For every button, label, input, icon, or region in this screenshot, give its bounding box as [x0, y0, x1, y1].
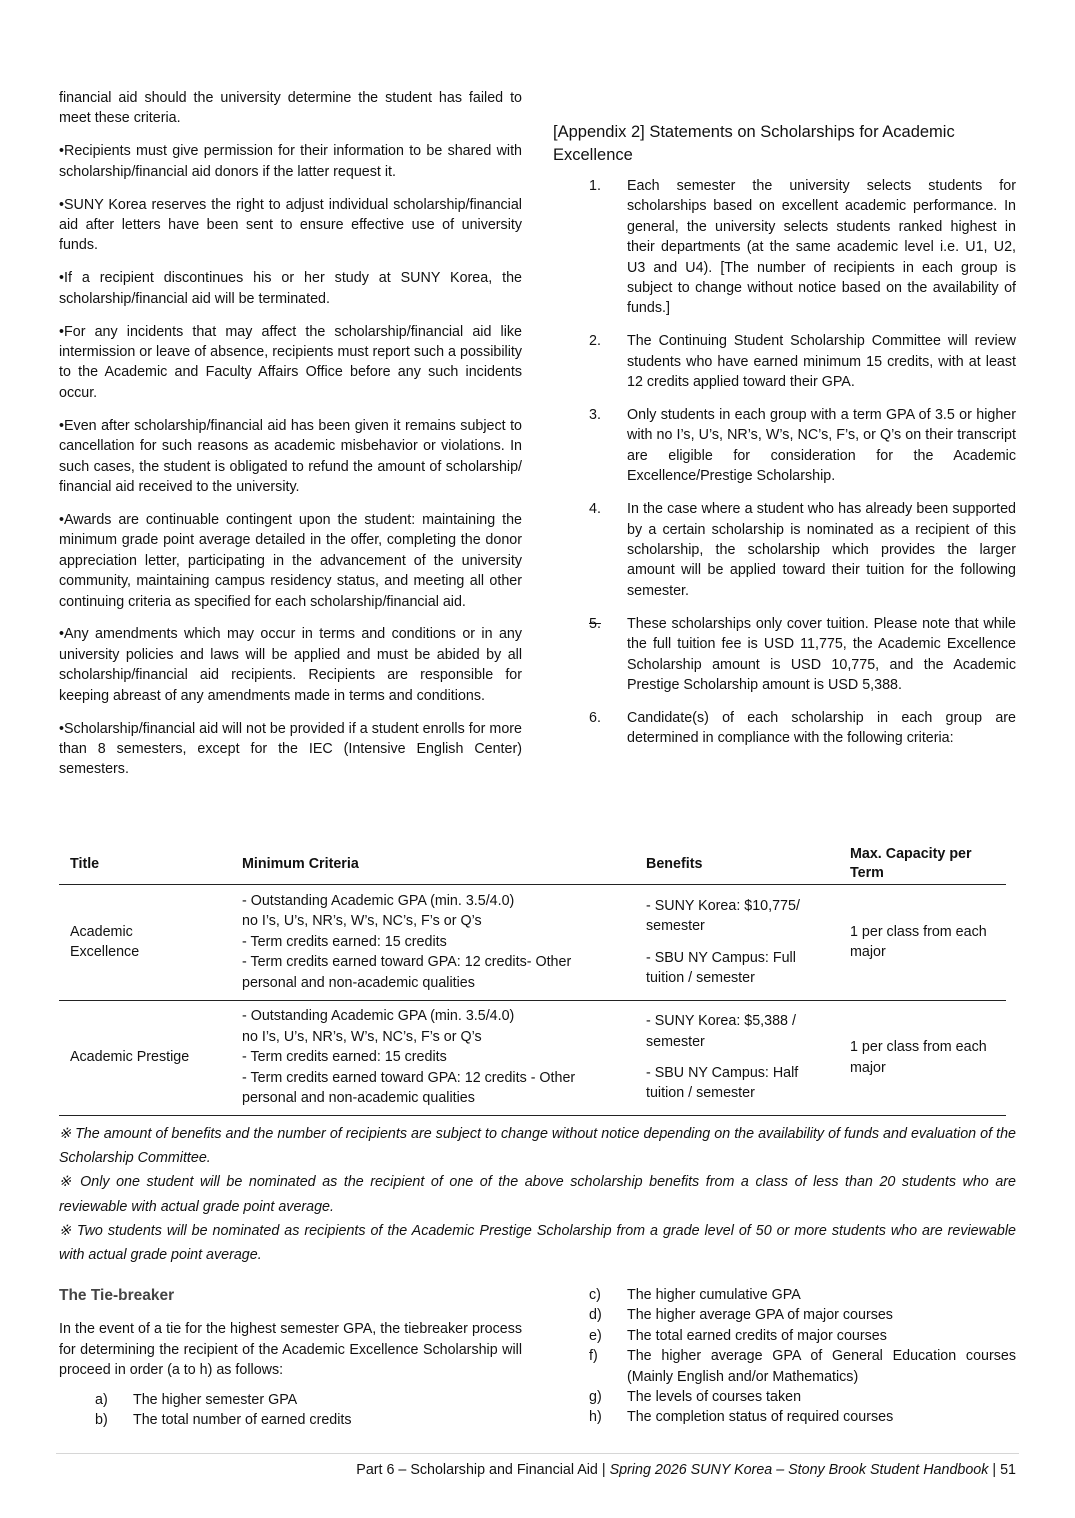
column-header-benefits: Benefits	[646, 855, 703, 872]
bullet-paragraph: •Any amendments which may occur in terms and conditions or in any university policies and laws will be applied and must be abided by all scholarship/financial aid recipients. Recipients are responsible for keeping abreast of any amendments made in terms and conditions.	[59, 626, 522, 704]
footer-divider	[56, 1453, 1019, 1454]
tiebreaker-item	[553, 1387, 1016, 1407]
appendix-item	[553, 614, 1016, 696]
bullet-paragraph: •Even after scholarship/financial aid has been given it remains subject to cancellation for such reasons as academic misbehavior or violations. In such cases, the student is obligated to refund the amount of scholarship/ financial aid received to the university.	[59, 417, 522, 495]
item-label: e)	[589, 1327, 602, 1344]
appendix-section	[553, 121, 1016, 761]
footer-handbook-title: Spring 2026 SUNY Korea – Stony Brook Student Handbook	[609, 1462, 989, 1478]
item-number: 2.	[589, 333, 601, 350]
criteria-line: - Term credits earned toward GPA: 12 credits- Other personal and non-academic qualities	[242, 954, 572, 991]
tiebreaker-list-left	[59, 1390, 522, 1431]
bullet-paragraph: •SUNY Korea reserves the right to adjust individual scholarship/financial aid after letters have been sent to ensure effective use of university funds.	[59, 196, 522, 254]
item-label: g)	[589, 1389, 602, 1406]
paragraph: financial aid should the university determine the student has failed to meet these criteria.	[59, 90, 522, 127]
bullet-paragraph: •For any incidents that may affect the scholarship/financial aid like intermission or leave of absence, recipients must report such a possibility to the Academic and Faculty Affairs Office before any such incidents occur.	[59, 323, 522, 401]
tiebreaker-item	[553, 1326, 1016, 1346]
item-text: The total earned credits of major courses	[627, 1327, 887, 1344]
item-label: d)	[589, 1307, 602, 1324]
tiebreaker-item	[553, 1407, 1016, 1427]
appendix-list	[553, 176, 1016, 749]
appendix-item	[553, 331, 1016, 392]
item-text: The higher average GPA of major courses	[627, 1307, 893, 1324]
appendix-item	[553, 405, 1016, 487]
item-text: The Continuing Student Scholarship Committee will review students who have earned minimum 15 credits, with at least 12 credits applied toward their GPA.	[627, 333, 1016, 391]
criteria-line: no I’s, U’s, NR’s, W’s, NC’s, F’s or Q’s	[242, 1028, 482, 1045]
tiebreaker-intro: In the event of a tie for the highest semester GPA, the tiebreaker process for determining the recipient of the Academic Excellence Scholarship will proceed in order (a to h) as follows:	[59, 1321, 522, 1379]
tiebreaker-item	[553, 1305, 1016, 1325]
tiebreaker-list-right-wrap	[553, 1285, 1016, 1428]
column-header-capacity: Max. Capacity per Term	[850, 846, 972, 881]
item-number: 1.	[589, 178, 601, 194]
item-text: The completion status of required courses	[627, 1409, 894, 1426]
bullet-paragraph: •If a recipient discontinues his or her study at SUNY Korea, the scholarship/financial aid will be terminated.	[59, 270, 522, 307]
item-text: These scholarships only cover tuition. Please note that while the full tuition fee is USD 11,775, the Academic Excellence Scholarship amount is USD 10,775, and the Academic Prestige Scholarship amount is USD 5,388.	[627, 615, 1016, 693]
tiebreaker-heading: The Tie-breaker	[59, 1287, 175, 1304]
table-notes	[59, 1122, 1016, 1267]
item-label: h)	[589, 1409, 602, 1426]
benefit-line: - SUNY Korea: $5,388 / semester	[646, 1013, 796, 1050]
page-number: 51	[1000, 1462, 1016, 1478]
benefit-line: - SUNY Korea: $10,775/ semester	[646, 897, 800, 935]
criteria-cell	[223, 885, 630, 1001]
bullet-paragraph: •Recipients must give permission for their information to be shared with scholarship/financial aid donors if the latter request it.	[59, 143, 522, 180]
column-header-criteria: Minimum Criteria	[242, 855, 359, 872]
bullet-paragraph: •Awards are continuable contingent upon the student: maintaining the minimum grade point average detailed in the offer, completing the donor appreciation letter, participating in the advancement of the university community, maintaining campus residency status, and meeting all other continuing criteria as specified for each scholarship/financial aid.	[59, 511, 522, 610]
item-text: The higher cumulative GPA	[627, 1287, 801, 1303]
item-number: 4.	[589, 501, 601, 518]
item-text: The higher semester GPA	[133, 1391, 298, 1408]
footer-section: Part 6 – Scholarship and Financial Aid	[356, 1462, 598, 1478]
appendix-item	[553, 708, 1016, 749]
tiebreaker-list-right	[553, 1285, 1016, 1428]
item-text: Each semester the university selects students for scholarships based on excellent academic performance. In general, the university selects students ranked highest in their departments (at the same academic level i.e. U1, U2, U3 and U4). [The number of recipients in each group is subject to change without notice based on the availability of funds.]	[627, 178, 1016, 317]
item-label: c)	[589, 1287, 601, 1303]
footer-separator: |	[597, 1462, 610, 1478]
item-label: f)	[589, 1348, 598, 1365]
criteria-line: no I’s, U’s, NR’s, W’s, NC’s, F’s or Q’s	[242, 913, 482, 930]
footer-separator: |	[988, 1462, 1001, 1478]
item-label: b)	[95, 1412, 108, 1429]
tiebreaker-item	[553, 1285, 1016, 1305]
note: ※ Only one student will be nominated as the recipient of one of the above scholarship benefits from a class of less than 20 students who are reviewable with actual grade point average.	[59, 1174, 1016, 1215]
tiebreaker-item	[553, 1346, 1016, 1387]
criteria-line: - Term credits earned: 15 credits	[242, 933, 447, 950]
item-text: In the case where a student who has already been supported by a certain scholarship is nominated as a recipient of this scholarship, the scholarship which provides the larger amount will be applied toward their tuition for the following semester.	[627, 501, 1016, 599]
item-text: Only students in each group with a term GPA of 3.5 or higher with no I’s, U’s, NR’s, W’s, NC’s, F’s, or Q’s on their transcript are eligible for consideration for the Academic Excellence/Prestige Scholarship.	[627, 407, 1016, 485]
note: ※ The amount of benefits and the number of recipients are subject to change without notice depending on the availability of funds and evaluation of the Scholarship Committee.	[59, 1126, 1016, 1167]
criteria-line: - Outstanding Academic GPA (min. 3.5/4.0)	[242, 1008, 515, 1025]
benefit-line: - SBU NY Campus: Full tuition / semester	[646, 949, 796, 986]
item-text: The higher average GPA of General Education courses (Mainly English and/or Mathematics)	[627, 1348, 1016, 1385]
item-text: The total number of earned credits	[133, 1412, 352, 1429]
scholarship-title: Academic Prestige	[70, 1049, 190, 1066]
left-column	[59, 88, 522, 792]
scholarship-title-text: Academic Excellence	[70, 923, 140, 960]
item-text: Candidate(s) of each scholarship in each group are determined in compliance with the following criteria:	[627, 709, 1016, 747]
criteria-cell	[223, 1001, 630, 1116]
table-row	[59, 1001, 1006, 1116]
appendix-item	[553, 499, 1016, 601]
benefits-cell	[630, 885, 839, 1001]
page-footer	[356, 1460, 1016, 1480]
appendix-item	[553, 176, 1016, 319]
note: ※ Two students will be nominated as recipients of the Academic Prestige Scholarship from a grade level of 50 or more students who are reviewable with actual grade point average.	[59, 1222, 1016, 1264]
item-number: 6.	[589, 709, 601, 726]
bullet-paragraph: •Scholarship/financial aid will not be provided if a student enrolls for more than 8 semesters, except for the IEC (Intensive English Center) semesters.	[59, 720, 522, 778]
scholarship-title	[59, 885, 223, 1001]
capacity-cell: 1 per class from each major	[850, 1039, 987, 1076]
capacity-cell: 1 per class from each major	[850, 923, 987, 960]
criteria-line: - Term credits earned toward GPA: 12 credits - Other personal and non-academic qualities	[242, 1069, 576, 1107]
item-number: 3.	[589, 407, 601, 424]
scholarship-table	[59, 841, 1006, 1116]
tiebreaker-section	[59, 1286, 522, 1430]
item-label: a)	[95, 1391, 108, 1408]
column-header-title: Title	[70, 855, 100, 872]
appendix-title: [Appendix 2] Statements on Scholarships for Academic Excellence	[553, 123, 955, 164]
benefits-cell	[630, 1001, 839, 1116]
table-header-row	[59, 841, 1006, 885]
tiebreaker-item	[59, 1410, 522, 1430]
item-number: 5.	[589, 615, 601, 632]
item-text: The levels of courses taken	[627, 1389, 802, 1406]
criteria-line: - Outstanding Academic GPA (min. 3.5/4.0)	[242, 892, 515, 909]
benefit-line: - SBU NY Campus: Half tuition / semester	[646, 1065, 799, 1102]
criteria-line: - Term credits earned: 15 credits	[242, 1049, 447, 1066]
tiebreaker-item	[59, 1390, 522, 1410]
table-row	[59, 885, 1006, 1001]
